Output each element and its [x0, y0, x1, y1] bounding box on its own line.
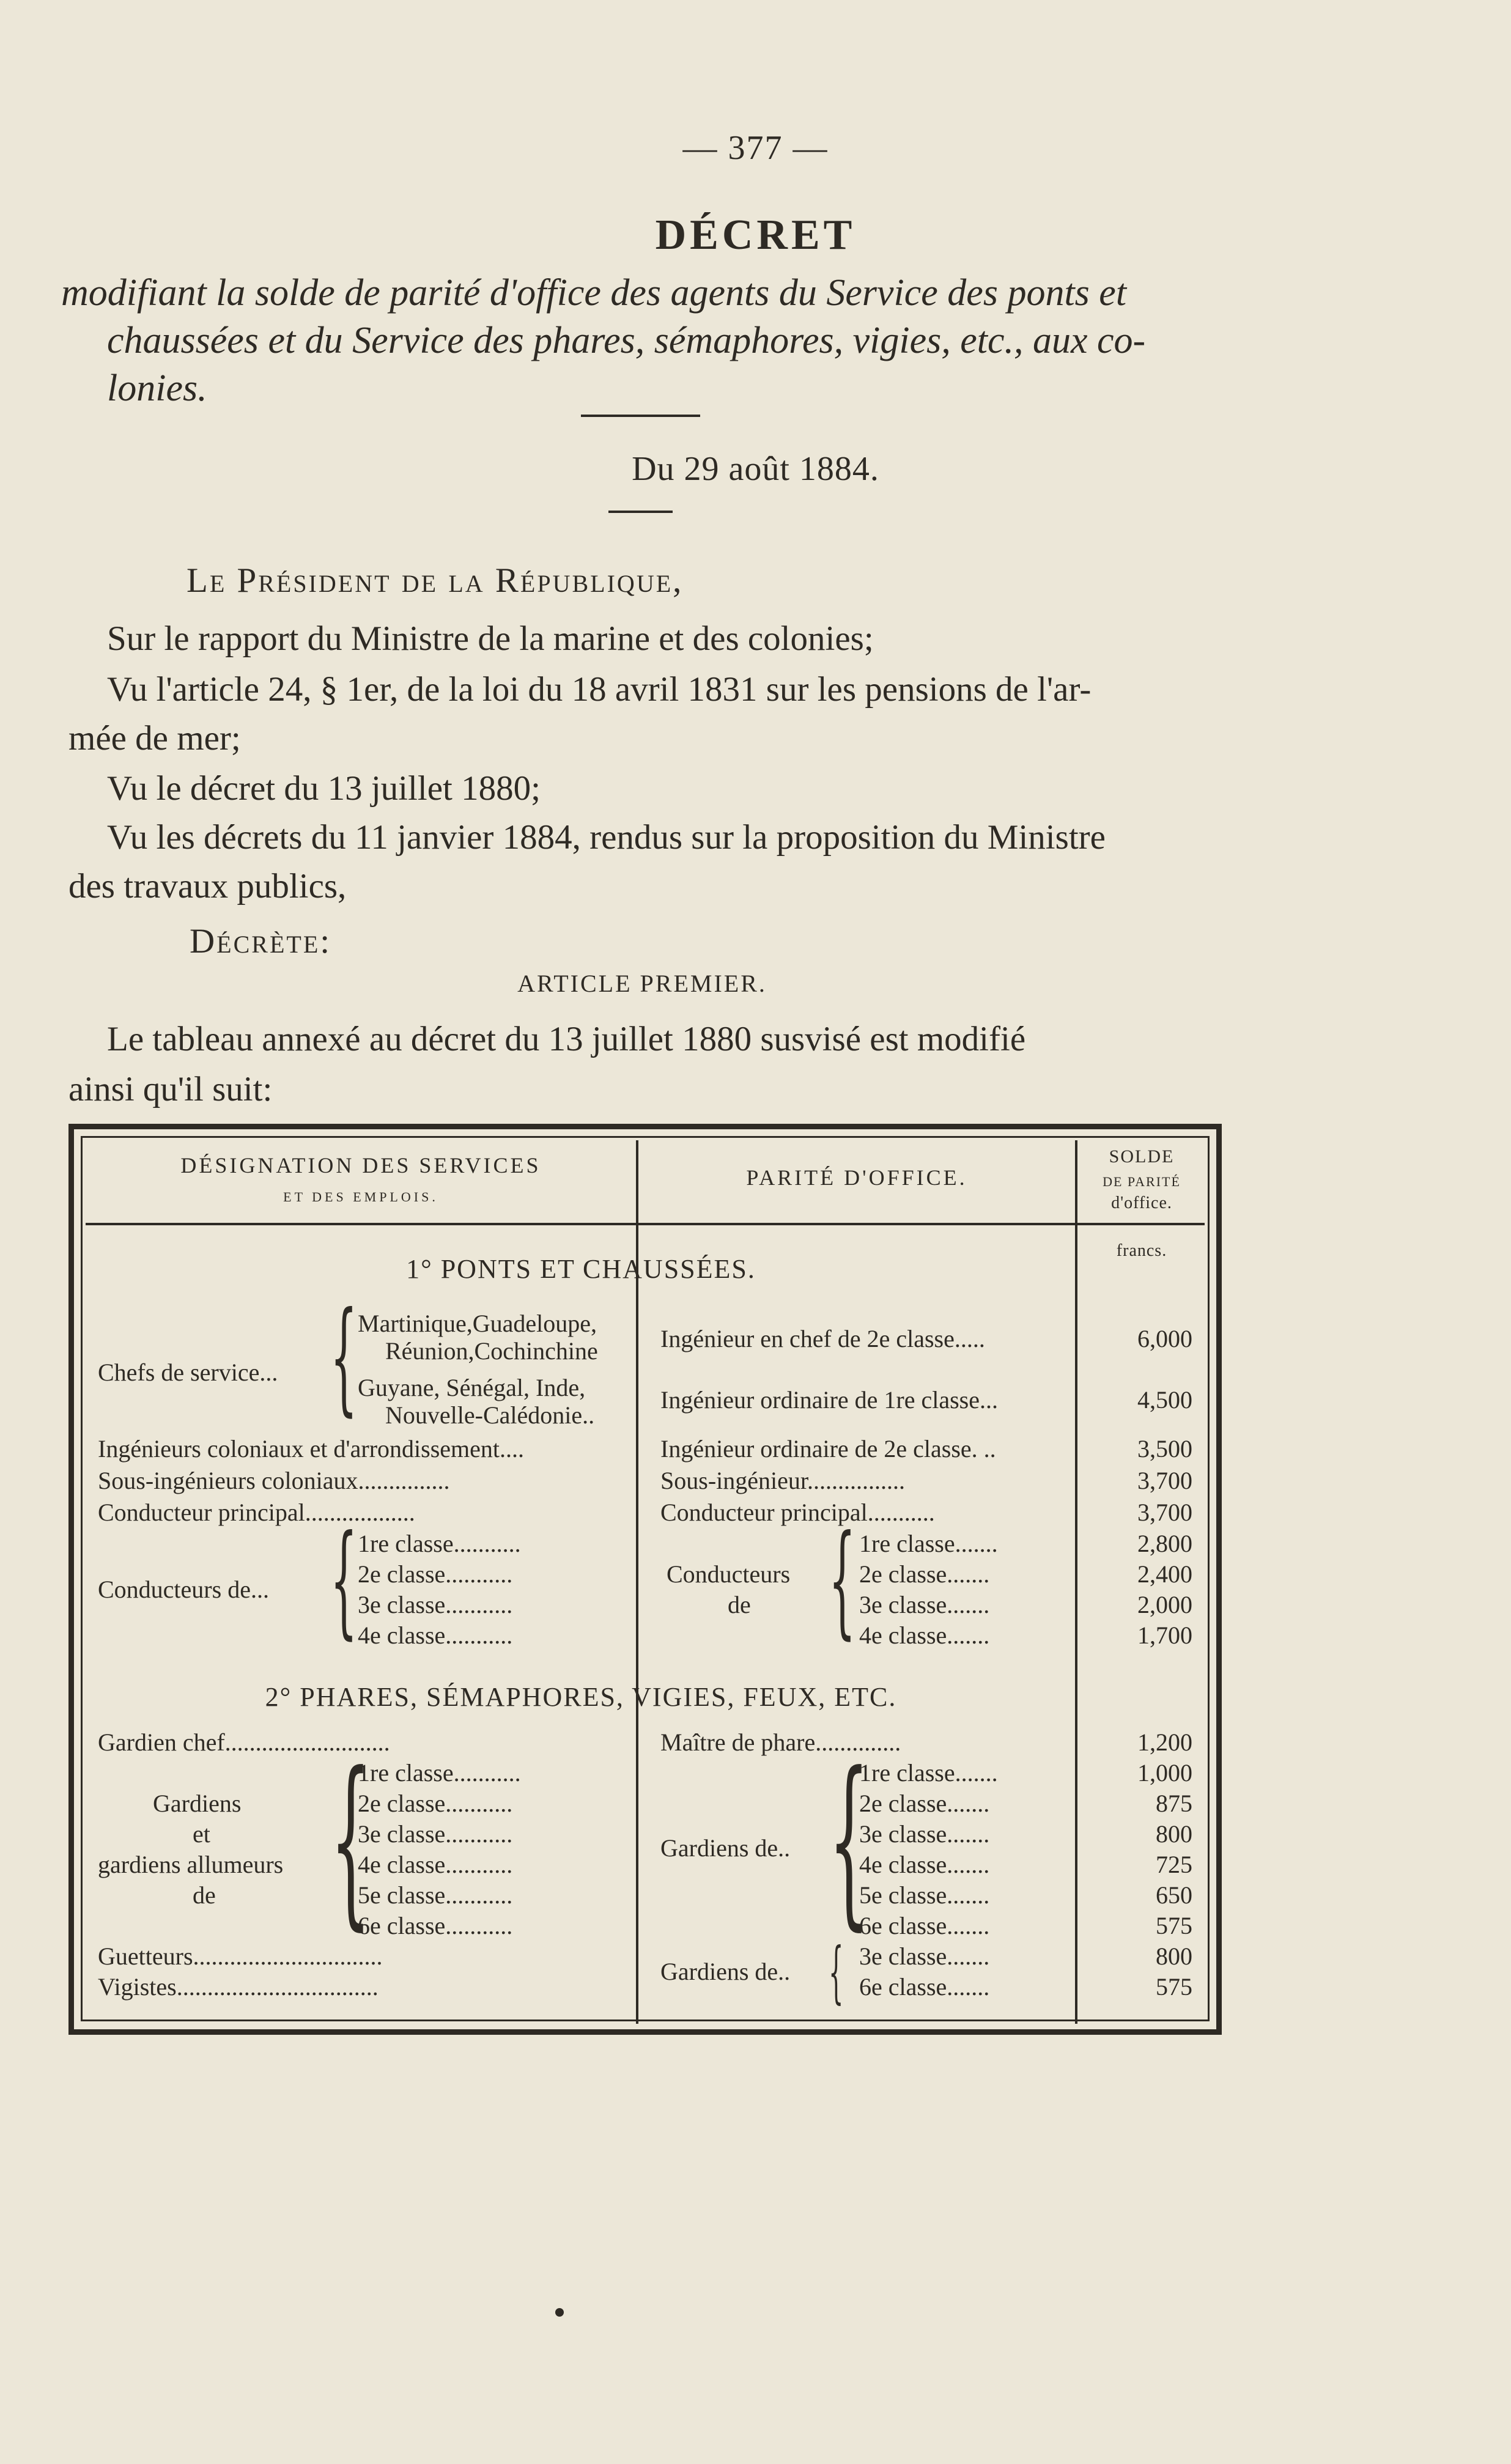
designation-cell: Sous-ingénieurs coloniaux............... [98, 1467, 450, 1494]
paragraph: Vu le décret du 13 juillet 1880; [107, 769, 541, 808]
gardiens-label: de [193, 1881, 216, 1909]
class-cell: 1re classe........... [358, 1530, 521, 1557]
class-cell: 4e classe....... [859, 1621, 990, 1649]
solde-cell: 2,000 [1137, 1591, 1192, 1618]
brace-icon: { [330, 1509, 358, 1651]
paragraph: des travaux publics, [68, 867, 347, 906]
header-solde-sub: DE PARITÉ [1103, 1174, 1181, 1189]
solde-cell: 3,700 [1137, 1467, 1192, 1494]
solde-cell: 725 [1156, 1851, 1192, 1878]
separator-rule [581, 415, 700, 417]
header-solde: SOLDE [1109, 1146, 1175, 1167]
paragraph: Vu l'article 24, § 1er, de la loi du 18 avril 1831 sur les pensions de l'ar- [107, 670, 1092, 709]
class-cell: 4e classe....... [859, 1851, 990, 1878]
class-cell: 5e classe........... [358, 1881, 513, 1909]
gardiens-label: et [193, 1820, 210, 1848]
chefs-place: Réunion,Cochinchine [385, 1337, 598, 1365]
class-cell: 3e classe........... [358, 1591, 513, 1618]
class-cell: 2e classe....... [859, 1560, 990, 1588]
chefs-label: Chefs de service... [98, 1359, 278, 1386]
solde-cell: 1,000 [1137, 1759, 1192, 1787]
gardiens-parite-label: Gardiens de.. [660, 1834, 791, 1862]
solde-cell: 650 [1156, 1881, 1192, 1909]
gv-parite-label: Gardiens de.. [660, 1958, 791, 1985]
solde-cell: 575 [1156, 1973, 1192, 2001]
decree-date: Du 29 août 1884. [632, 450, 879, 488]
section-heading: 2° PHARES, SÉMAPHORES, VIGIES, FEUX, ETC. [265, 1682, 897, 1712]
class-cell: 6e classe....... [859, 1912, 990, 1939]
class-cell: 4e classe........... [358, 1851, 513, 1878]
solde-cell: 1,200 [1137, 1728, 1192, 1756]
brace-icon: { [829, 1509, 856, 1651]
solde-cell: 2,400 [1137, 1560, 1192, 1588]
parite-cell: Ingénieur ordinaire de 2e classe. .. [660, 1435, 996, 1463]
designation-cell: Gardien chef........................... [98, 1728, 390, 1756]
designation-cell: Guetteurs............................... [98, 1942, 383, 1970]
parite-cell: Ingénieur ordinaire de 1re classe... [660, 1386, 998, 1414]
chefs-place: Guyane, Sénégal, Inde, [358, 1374, 586, 1401]
conducteurs-parite-label: de [728, 1591, 751, 1618]
conducteurs-parite-label: Conducteurs [667, 1560, 791, 1588]
brace-icon: { [829, 1933, 844, 2011]
unit-label: francs. [1116, 1241, 1167, 1260]
parite-cell: Conducteur principal........... [660, 1499, 935, 1526]
subtitle-line: lonies. [107, 367, 207, 409]
header-parite: PARITÉ D'OFFICE. [746, 1165, 967, 1190]
article-text: ainsi qu'il suit: [68, 1070, 273, 1108]
brace-icon: { [330, 1286, 358, 1428]
paragraph: Vu les décrets du 11 janvier 1884, rendus sur la proposition du Ministre [107, 818, 1106, 857]
class-cell: 2e classe........... [358, 1790, 513, 1817]
paragraph: Sur le rapport du Ministre de la marine et des colonies; [107, 619, 874, 658]
decrete-heading: Décrète: [190, 922, 332, 961]
subtitle-line: chaussées et du Service des phares, sémaphores, vigies, etc., aux co- [107, 320, 1146, 361]
chefs-place: Martinique,Guadeloupe, [358, 1310, 597, 1337]
class-cell: 5e classe....... [859, 1881, 990, 1909]
chefs-place: Nouvelle-Calédonie.. [385, 1401, 595, 1429]
header-designation: DÉSIGNATION DES SERVICES [180, 1153, 541, 1178]
separator-rule [608, 511, 673, 513]
designation-cell: Conducteur principal.................. [98, 1499, 415, 1526]
article-heading: ARTICLE PREMIER. [517, 970, 767, 997]
parite-cell: Maître de phare.............. [660, 1728, 901, 1756]
class-cell: 6e classe....... [859, 1973, 990, 2001]
solde-cell: 1,700 [1137, 1621, 1192, 1649]
designation-cell: Vigistes................................. [98, 1973, 379, 2001]
solde-cell: 575 [1156, 1912, 1192, 1939]
page-number: — 377 — [682, 129, 829, 167]
article-text: Le tableau annexé au décret du 13 juillet 1880 susvisé est modifié [107, 1020, 1026, 1058]
class-cell: 6e classe........... [358, 1912, 513, 1939]
brace-icon: { [330, 1733, 371, 1947]
solde-cell: 875 [1156, 1790, 1192, 1817]
parite-cell: Sous-ingénieur................ [660, 1467, 905, 1494]
class-cell: 4e classe........... [358, 1621, 513, 1649]
header-designation-sub: ET DES EMPLOIS. [283, 1189, 438, 1204]
solde-cell: 3,500 [1137, 1435, 1192, 1463]
header-rule [86, 1223, 1205, 1225]
section-heading: 1° PONTS ET CHAUSSÉES. [406, 1254, 756, 1284]
president-heading: Le Président de la République, [187, 561, 684, 600]
page-dot [555, 2308, 564, 2317]
designation-cell: Ingénieurs coloniaux et d'arrondissement.... [98, 1435, 525, 1463]
paragraph: mée de mer; [68, 719, 241, 758]
class-cell: 1re classe........... [358, 1759, 521, 1787]
gardiens-label: Gardiens [153, 1790, 242, 1817]
class-cell: 1re classe....... [859, 1530, 998, 1557]
solde-cell: 4,500 [1137, 1386, 1192, 1414]
header-solde-sub2: d'office. [1111, 1193, 1172, 1212]
brace-icon: { [829, 1733, 870, 1947]
class-cell: 3e classe....... [859, 1591, 990, 1618]
solde-cell: 2,800 [1137, 1530, 1192, 1557]
class-cell: 3e classe........... [358, 1820, 513, 1848]
class-cell: 2e classe....... [859, 1790, 990, 1817]
solde-cell: 800 [1156, 1820, 1192, 1848]
class-cell: 3e classe....... [859, 1820, 990, 1848]
class-cell: 2e classe........... [358, 1560, 513, 1588]
subtitle-line: modifiant la solde de parité d'office des agents du Service des ponts et [61, 272, 1127, 314]
decree-subtitle [61, 269, 1223, 412]
decree-title: DÉCRET [655, 212, 856, 259]
solde-cell: 800 [1156, 1942, 1192, 1970]
class-cell: 3e classe....... [859, 1942, 990, 1970]
gardiens-label: gardiens allumeurs [98, 1851, 284, 1878]
solde-cell: 3,700 [1137, 1499, 1192, 1526]
parite-cell: Ingénieur en chef de 2e classe..... [660, 1325, 985, 1352]
conducteurs-label: Conducteurs de... [98, 1576, 269, 1603]
solde-cell: 6,000 [1137, 1325, 1192, 1352]
class-cell: 1re classe....... [859, 1759, 998, 1787]
